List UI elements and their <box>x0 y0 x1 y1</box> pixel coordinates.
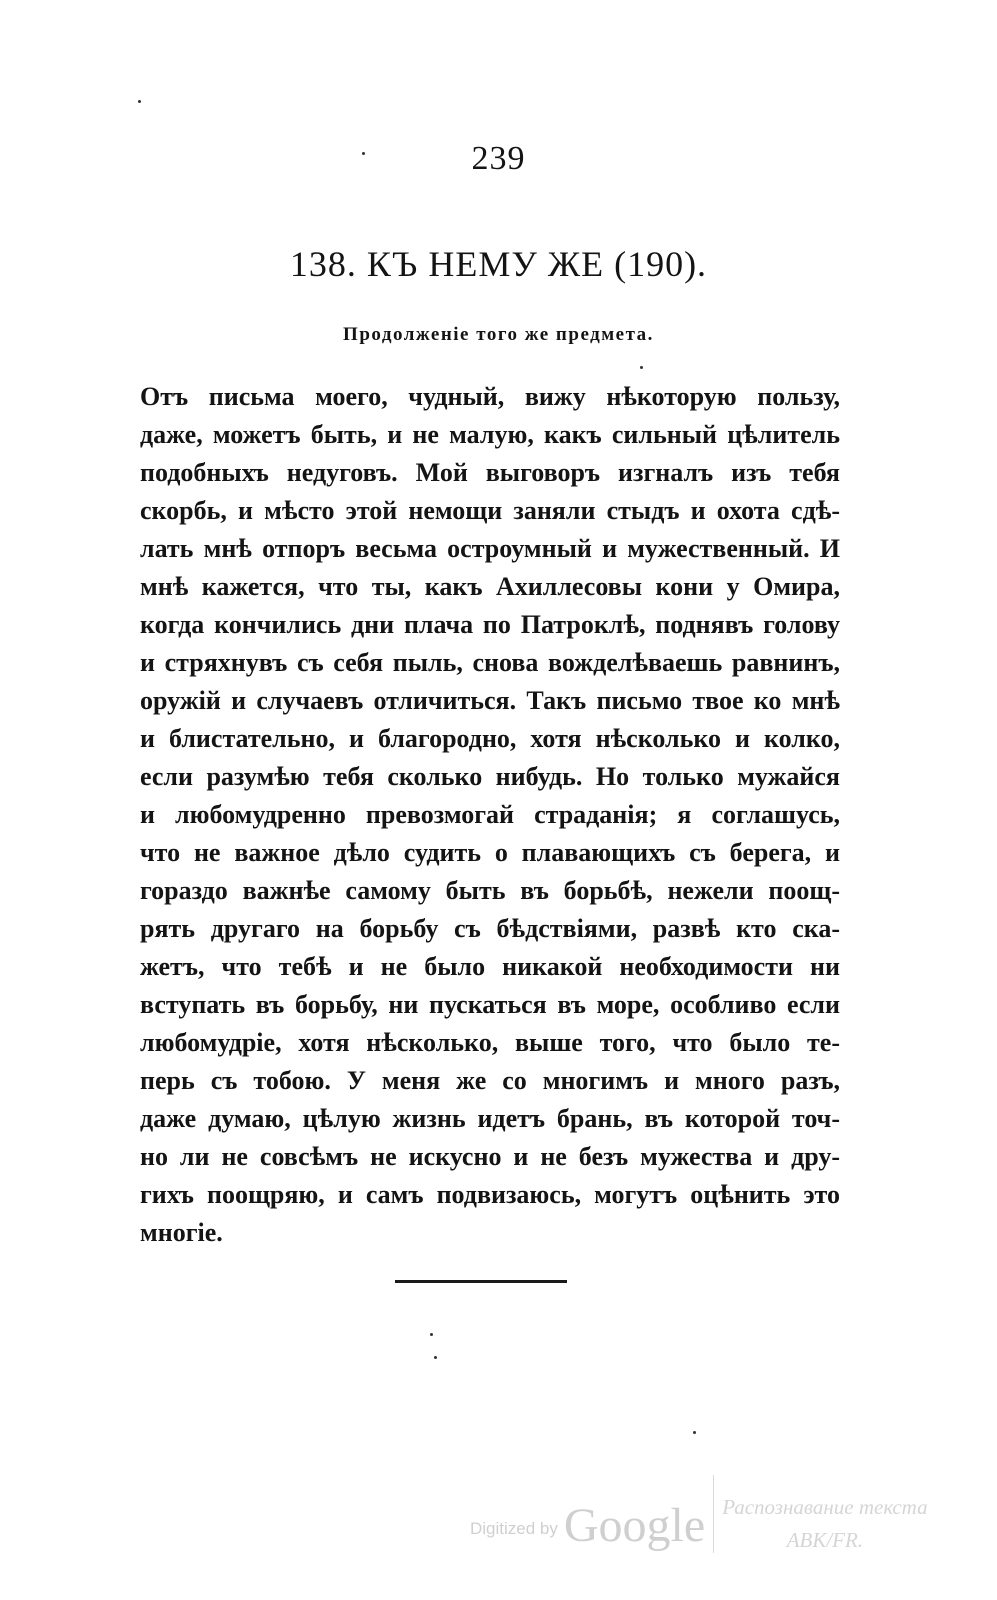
body-line: но ли не совсѣмъ не искусно и не безъ мужества и дру- <box>140 1142 840 1171</box>
body-line: подобныхъ недуговъ. Мой выговоръ изгналъ изъ тебя <box>140 458 840 487</box>
body-line: гораздо важнѣе самому быть въ борьбѣ, нежели поощ- <box>140 876 840 905</box>
body-line: и любомудренно превозмогай страданія; я соглашусь, <box>140 800 840 829</box>
body-line: даже думаю, цѣлую жизнь идетъ брань, въ которой точ- <box>140 1104 840 1133</box>
body-line: оружій и случаевъ отличиться. Такъ письмо твое ко мнѣ <box>140 686 840 715</box>
body-line: даже, можетъ быть, и не малую, какъ сильный цѣлитель <box>140 420 840 449</box>
scan-speck <box>430 1333 433 1336</box>
letter-heading: 138. КЪ НЕМУ ЖЕ (190). <box>289 244 708 284</box>
body-line: когда кончились дни плача по Патроклѣ, поднявъ голову <box>140 610 840 639</box>
scan-speck <box>434 1356 437 1359</box>
body-line: любомудріе, хотя нѣсколько, выше того, что было те- <box>140 1028 840 1057</box>
scan-speck <box>693 1431 696 1434</box>
body-line: скорбь, и мѣсто этой немощи заняли стыдъ и охота сдѣ- <box>140 496 840 525</box>
body-line: что не важное дѣло судить о плавающихъ съ берега, и <box>140 838 840 867</box>
body-line: жетъ, что тебѣ и не было никакой необходимости ни <box>140 952 840 981</box>
google-logo: Google <box>563 1499 706 1552</box>
body-line: и стряхнувъ съ себя пыль, снова вожделѣваешь равнинъ, <box>140 648 840 677</box>
scan-speck <box>640 366 643 369</box>
scan-speck <box>138 100 141 103</box>
ocr-credit-line2: АВК/FR. <box>786 1528 864 1552</box>
body-line: гихъ поощряю, и самъ подвизаюсь, могутъ оцѣнить это <box>140 1180 840 1209</box>
body-line: и блистательно, и благородно, хотя нѣсколько и колко, <box>140 724 840 753</box>
body-line: рять другаго на борьбу съ бѣдствіями, развѣ кто ска- <box>140 914 840 943</box>
page-number: 239 <box>471 140 526 177</box>
watermark-digitized-label: Digitized by <box>470 1519 558 1538</box>
ocr-credit <box>722 1495 927 1553</box>
body-line: Отъ письма моего, чудный, вижу нѣкоторую пользу, <box>140 382 840 411</box>
watermark-divider <box>713 1475 714 1553</box>
body-line: вступать въ борьбу, ни пускаться въ море, особливо если <box>140 990 840 1019</box>
scan-speck <box>362 152 365 155</box>
digitization-watermark <box>470 1475 928 1553</box>
ocr-credit-line1: Распознавание текста <box>722 1495 928 1519</box>
body-line: лать мнѣ отпоръ весьма остроумный и мужественный. И <box>140 534 840 563</box>
letter-body <box>140 378 840 1252</box>
section-divider-rule <box>395 1280 567 1283</box>
body-line: перь съ тобою. У меня же со многимъ и много разъ, <box>140 1066 840 1095</box>
body-line: если разумѣю тебя сколько нибудь. Но только мужайся <box>140 762 840 791</box>
body-line: мнѣ кажется, что ты, какъ Ахиллесовы кони у Омира, <box>140 572 840 601</box>
body-line: многіе. <box>140 1218 223 1247</box>
letter-subheading: Продолженіе того же предмета. <box>343 324 654 345</box>
